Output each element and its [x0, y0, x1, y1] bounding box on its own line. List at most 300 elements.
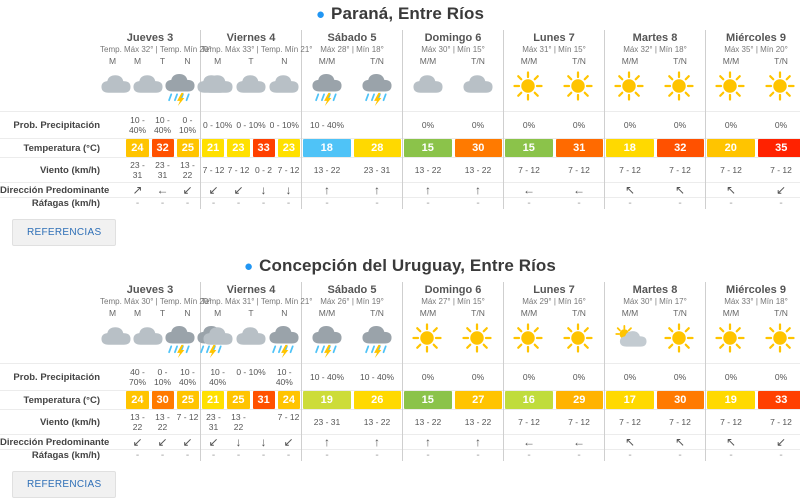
- slot-label: M/M: [504, 56, 554, 67]
- day-column-header: [403, 30, 504, 56]
- icon-row: [0, 67, 800, 112]
- wind-value: 7 - 12: [706, 163, 756, 177]
- wind-value: 23 - 31: [150, 158, 175, 182]
- gust-value: -: [352, 198, 402, 209]
- weather-icon-cloud: [202, 323, 234, 363]
- slot-label: T/N: [554, 308, 604, 319]
- wind-direction-arrow-icon: [100, 183, 125, 197]
- wind-value: 13 - 22: [150, 410, 175, 434]
- precip-value: 0%: [706, 117, 756, 133]
- forecast-panel: [0, 252, 800, 504]
- temperature-value: 32: [152, 139, 174, 157]
- precip-value: [100, 112, 125, 138]
- wind-value: 7 - 12: [226, 163, 251, 177]
- day-name: Miércoles 9: [706, 30, 800, 45]
- gust-value: -: [403, 450, 453, 461]
- precip-value: [352, 117, 402, 133]
- precip-value: 0%: [453, 117, 503, 133]
- wind-direction-arrow-icon: ↑: [403, 435, 453, 449]
- gust-value: -: [352, 450, 402, 461]
- wind-direction-arrow-icon: ←: [504, 183, 554, 197]
- references-button[interactable]: REFERENCIAS: [12, 219, 116, 246]
- precip-value: 0%: [403, 369, 453, 385]
- wind-direction-arrow-icon: ↙: [175, 435, 200, 449]
- day-temp-summary: Máx 28° | Mín 18°: [302, 45, 402, 56]
- day-temp-summary: Máx 33° | Mín 18°: [706, 297, 800, 308]
- weather-icon-sun: [462, 323, 494, 363]
- gust-value: -: [226, 450, 251, 461]
- weather-icon-sun: [715, 71, 747, 111]
- wind-value: 0 - 2: [251, 163, 276, 177]
- wind-direction-arrow-icon: ↑: [302, 183, 352, 197]
- precip-value: 0%: [403, 117, 453, 133]
- weather-icon-sun: [513, 71, 545, 111]
- page-title: Concepción del Uruguay, Entre Ríos: [259, 256, 556, 276]
- temperature-value: 25: [227, 391, 249, 409]
- gust-value: -: [504, 450, 554, 461]
- temperature-value: 24: [126, 139, 148, 157]
- row-label-temperature: Temperatura (°C): [0, 139, 100, 158]
- slot-label: T/N: [655, 56, 705, 67]
- wind-direction-arrow-icon: ↑: [352, 183, 402, 197]
- day-name: Viernes 4: [201, 282, 301, 297]
- location-pin-icon: ●: [316, 7, 325, 22]
- gust-row: [0, 198, 800, 210]
- wind-value: 7 - 12: [756, 163, 800, 177]
- wind-value: 13 - 22: [403, 163, 453, 177]
- wind-value: 7 - 12: [655, 163, 705, 177]
- wind-direction-arrow-icon: ↑: [403, 183, 453, 197]
- temperature-row: [0, 139, 800, 158]
- day-column-header: [201, 282, 302, 308]
- precip-value: 10 - 40%: [150, 112, 175, 138]
- day-name: Lunes 7: [504, 282, 604, 297]
- wind-direction-arrow-icon: ↓: [276, 183, 301, 197]
- wind-direction-arrow-icon: ↑: [352, 435, 402, 449]
- precip-value: 0%: [605, 369, 655, 385]
- day-name: Viernes 4: [201, 30, 301, 45]
- gust-value: -: [276, 198, 301, 209]
- wind-value: 23 - 31: [352, 163, 402, 177]
- row-label-temperature: Temperatura (°C): [0, 391, 100, 410]
- slot-row: [0, 308, 800, 319]
- day-column-header: [100, 282, 201, 308]
- weather-icon-cloud: [100, 71, 132, 111]
- slot-label: T: [234, 56, 267, 67]
- temperature-value: 24: [278, 391, 300, 409]
- temperature-value: 15: [404, 391, 452, 409]
- wind-direction-arrow-icon: ←: [150, 183, 175, 197]
- weather-icon-sun: [765, 323, 797, 363]
- wind-value: [100, 158, 125, 182]
- slot-label: T: [234, 308, 267, 319]
- slot-label: M/M: [605, 56, 655, 67]
- day-temp-summary: Máx 35° | Mín 20°: [706, 45, 800, 56]
- wind-value: 13 - 22: [352, 415, 402, 429]
- wind-direction-arrow-icon: ↙: [226, 183, 251, 197]
- day-column-header: [504, 30, 605, 56]
- weather-icon-sun: [513, 323, 545, 363]
- wind-value: 7 - 12: [201, 163, 226, 177]
- weather-icon-cloud: [202, 71, 234, 111]
- day-name: Domingo 6: [403, 30, 503, 45]
- weather-icon-cloud: [100, 323, 132, 363]
- precip-value: 10 - 40%: [268, 364, 301, 390]
- wind-value: 13 - 22: [302, 163, 352, 177]
- weather-icon-sun: [664, 71, 696, 111]
- day-temp-summary: Temp. Máx 32° | Temp. Mín 20°: [100, 45, 200, 56]
- weather-icon-sun: [765, 71, 797, 111]
- wind-direction-arrow-icon: ↙: [125, 435, 150, 449]
- wind-direction-arrow-icon: ←: [554, 183, 604, 197]
- row-label-precipitation: Prob. Precipitación: [0, 112, 100, 139]
- wind-row: [0, 410, 800, 435]
- gust-value: -: [125, 450, 150, 461]
- temperature-value: 15: [404, 139, 452, 157]
- slot-label: T/N: [453, 308, 503, 319]
- wind-direction-arrow-icon: ↖: [655, 435, 705, 449]
- temperature-value: 21: [202, 391, 224, 409]
- slot-label: T/N: [756, 56, 800, 67]
- slot-label: M/M: [504, 308, 554, 319]
- temperature-value: 30: [455, 139, 503, 157]
- weather-icon-sun: [563, 71, 595, 111]
- wind-direction-arrow-icon: ↖: [605, 435, 655, 449]
- gust-value: -: [756, 450, 800, 461]
- gust-value: -: [251, 450, 276, 461]
- temperature-value: 25: [177, 139, 199, 157]
- weather-icon-storm: [164, 323, 196, 363]
- temperature-value: 29: [556, 391, 604, 409]
- wind-value: 13 - 22: [125, 410, 150, 434]
- page-title: Paraná, Entre Ríos: [331, 4, 484, 24]
- day-temp-summary: Máx 32° | Mín 18°: [605, 45, 705, 56]
- day-name: Martes 8: [605, 30, 705, 45]
- precip-value: 0 - 10%: [234, 117, 267, 133]
- day-temp-summary: Máx 29° | Mín 16°: [504, 297, 604, 308]
- wind-direction-arrow-icon: ←: [504, 435, 554, 449]
- gust-value: -: [175, 450, 200, 461]
- day-temp-summary: Máx 30° | Mín 17°: [605, 297, 705, 308]
- slot-label: T: [150, 308, 175, 319]
- temperature-value: 16: [505, 391, 553, 409]
- precip-value: 0 - 10%: [201, 117, 234, 133]
- day-column-header: [605, 30, 706, 56]
- slot-label: M: [125, 56, 150, 67]
- gust-value: -: [226, 198, 251, 209]
- temperature-value: 30: [657, 391, 705, 409]
- precip-value: 0%: [453, 369, 503, 385]
- temperature-value: 17: [606, 391, 654, 409]
- slot-label: T/N: [554, 56, 604, 67]
- day-column-header: [100, 30, 201, 56]
- precip-value: 0%: [756, 369, 800, 385]
- temperature-value: 35: [758, 139, 800, 157]
- references-button[interactable]: REFERENCIAS: [12, 471, 116, 498]
- weather-icon-storm: [311, 71, 343, 111]
- wind-direction-arrow-icon: ↑: [453, 435, 503, 449]
- wind-value: [251, 410, 276, 434]
- gust-value: -: [276, 450, 301, 461]
- weather-icon-sun: [614, 71, 646, 111]
- weather-icon-storm: [268, 323, 300, 363]
- weather-icon-storm: [361, 323, 393, 363]
- slot-label: N: [268, 56, 301, 67]
- temperature-value: 31: [556, 139, 604, 157]
- wind-value: 7 - 12: [605, 415, 655, 429]
- wind-value: 7 - 12: [554, 415, 604, 429]
- wind-direction-arrow-icon: ↙: [201, 183, 226, 197]
- slot-label: M: [125, 308, 150, 319]
- wind-direction-arrow-icon: ↗: [125, 183, 150, 197]
- precip-value: 0%: [756, 117, 800, 133]
- temperature-value: 23: [227, 139, 249, 157]
- temperature-value: [101, 139, 123, 157]
- precip-value: 0%: [655, 369, 705, 385]
- row-label-direction: Dirección Predominante: [0, 435, 100, 450]
- gust-value: [100, 450, 125, 461]
- precip-row: [0, 112, 800, 139]
- precip-value: 0 - 10%: [175, 112, 200, 138]
- weather-icon-storm: [311, 323, 343, 363]
- precip-value: 10 - 40%: [302, 369, 352, 385]
- gust-value: -: [403, 198, 453, 209]
- temperature-value: 32: [657, 139, 705, 157]
- wind-direction-arrow-icon: ↖: [706, 183, 756, 197]
- day-header-row: [0, 30, 800, 56]
- forecast-table: [0, 282, 800, 461]
- day-name: Sábado 5: [302, 30, 402, 45]
- wind-value: 23 - 31: [125, 158, 150, 182]
- wind-value: 13 - 22: [175, 158, 200, 182]
- temperature-value: 23: [278, 139, 300, 157]
- weather-icon-storm: [164, 71, 196, 111]
- day-column-header: [302, 282, 403, 308]
- day-column-header: [504, 282, 605, 308]
- weather-icon-cloud: [235, 71, 267, 111]
- row-label-precipitation: Prob. Precipitación: [0, 364, 100, 391]
- slot-label: T/N: [655, 308, 705, 319]
- slot-label: T/N: [756, 308, 800, 319]
- temperature-value: 18: [606, 139, 654, 157]
- slot-label: M/M: [403, 308, 453, 319]
- slot-label: M: [100, 56, 125, 67]
- weather-icon-storm: [361, 71, 393, 111]
- day-column-header: [201, 30, 302, 56]
- gust-value: -: [554, 450, 604, 461]
- day-header-row: [0, 282, 800, 308]
- wind-direction-arrow-icon: ↓: [251, 183, 276, 197]
- direction-row: [0, 435, 800, 450]
- day-name: Sábado 5: [302, 282, 402, 297]
- temperature-value: 25: [177, 391, 199, 409]
- temperature-value: 19: [303, 391, 351, 409]
- slot-label: M/M: [302, 308, 352, 319]
- slot-label: M/M: [706, 56, 756, 67]
- slot-label: N: [175, 56, 200, 67]
- wind-value: 7 - 12: [504, 415, 554, 429]
- precip-value: 0%: [554, 117, 604, 133]
- gust-value: -: [302, 198, 352, 209]
- wind-direction-arrow-icon: ↙: [150, 435, 175, 449]
- weather-icon-suncloud: [614, 323, 646, 363]
- day-name: Domingo 6: [403, 282, 503, 297]
- slot-label: M: [100, 308, 125, 319]
- wind-direction-arrow-icon: ↖: [605, 183, 655, 197]
- precip-value: 0%: [706, 369, 756, 385]
- row-label-wind: Viento (km/h): [0, 158, 100, 183]
- day-column-header: [706, 282, 800, 308]
- slot-label: T/N: [352, 308, 402, 319]
- temperature-value: 31: [253, 391, 275, 409]
- slot-label: N: [175, 308, 200, 319]
- wind-direction-arrow-icon: ↙: [175, 183, 200, 197]
- wind-value: 7 - 12: [175, 410, 200, 434]
- row-label-gusts: Ráfagas (km/h): [0, 198, 100, 210]
- precip-row: [0, 364, 800, 391]
- wind-value: 7 - 12: [276, 410, 301, 434]
- gust-value: -: [554, 198, 604, 209]
- panel-title-row: [0, 252, 800, 282]
- direction-row: [0, 183, 800, 198]
- precip-value: 10 - 40%: [352, 369, 402, 385]
- day-temp-summary: Máx 26° | Mín 19°: [302, 297, 402, 308]
- temperature-value: 18: [303, 139, 351, 157]
- wind-value: 7 - 12: [706, 415, 756, 429]
- wind-value: [100, 410, 125, 434]
- precip-value: 40 - 70%: [125, 364, 150, 390]
- day-name: Jueves 3: [100, 30, 200, 45]
- day-name: Miércoles 9: [706, 282, 800, 297]
- temperature-value: [101, 391, 123, 409]
- slot-label: T: [150, 56, 175, 67]
- precip-value: 0 - 10%: [150, 364, 175, 390]
- day-name: Lunes 7: [504, 30, 604, 45]
- weather-icon-sun: [412, 323, 444, 363]
- day-name: Jueves 3: [100, 282, 200, 297]
- wind-value: 13 - 22: [453, 163, 503, 177]
- precip-value: 0 - 10%: [268, 117, 301, 133]
- location-pin-icon: ●: [244, 259, 253, 274]
- wind-direction-arrow-icon: ↑: [302, 435, 352, 449]
- slot-label: M/M: [605, 308, 655, 319]
- wind-value: 7 - 12: [276, 163, 301, 177]
- gust-value: -: [125, 198, 150, 209]
- wind-value: 23 - 31: [302, 415, 352, 429]
- temperature-value: 21: [202, 139, 224, 157]
- precip-value: 0%: [554, 369, 604, 385]
- day-column-header: [403, 282, 504, 308]
- weather-icon-cloud: [132, 323, 164, 363]
- day-temp-summary: Temp. Máx 30° | Temp. Mín 20°: [100, 297, 200, 308]
- precip-value: [100, 364, 125, 390]
- forecast-table: [0, 30, 800, 209]
- wind-direction-arrow-icon: ←: [554, 435, 604, 449]
- row-label-gusts: Ráfagas (km/h): [0, 450, 100, 462]
- slot-label: T/N: [352, 56, 402, 67]
- wind-value: 7 - 12: [554, 163, 604, 177]
- gust-value: -: [251, 198, 276, 209]
- temperature-value: 20: [707, 139, 755, 157]
- gust-value: -: [605, 198, 655, 209]
- gust-row: [0, 450, 800, 462]
- temperature-value: 30: [152, 391, 174, 409]
- day-temp-summary: Máx 31° | Mín 15°: [504, 45, 604, 56]
- wind-direction-arrow-icon: ↙: [201, 435, 226, 449]
- wind-direction-arrow-icon: ↓: [251, 435, 276, 449]
- wind-value: 13 - 22: [453, 415, 503, 429]
- weather-icon-cloud: [132, 71, 164, 111]
- slot-label: M/M: [706, 308, 756, 319]
- gust-value: -: [706, 450, 756, 461]
- precip-value: 10 - 40%: [175, 364, 200, 390]
- wind-direction-arrow-icon: ↑: [453, 183, 503, 197]
- slot-label: M/M: [302, 56, 352, 67]
- weather-icon-cloud: [412, 71, 444, 111]
- temperature-row: [0, 391, 800, 410]
- day-name: Martes 8: [605, 282, 705, 297]
- gust-value: -: [655, 198, 705, 209]
- precip-value: 0 - 10%: [234, 364, 267, 390]
- precip-value: 0%: [655, 117, 705, 133]
- gust-value: -: [756, 198, 800, 209]
- wind-row: [0, 158, 800, 183]
- precip-value: 0%: [504, 117, 554, 133]
- gust-value: -: [504, 198, 554, 209]
- gust-value: -: [175, 198, 200, 209]
- gust-value: -: [453, 450, 503, 461]
- slot-label: M/M: [403, 56, 453, 67]
- precip-value: 10 - 40%: [125, 112, 150, 138]
- temperature-value: 19: [707, 391, 755, 409]
- precip-value: 10 - 40%: [302, 117, 352, 133]
- wind-value: 7 - 12: [655, 415, 705, 429]
- day-column-header: [706, 30, 800, 56]
- day-temp-summary: Temp. Máx 33° | Temp. Mín 21°: [201, 45, 301, 56]
- slot-row: [0, 56, 800, 67]
- wind-direction-arrow-icon: ↙: [276, 435, 301, 449]
- temperature-value: 24: [126, 391, 148, 409]
- temperature-value: 28: [354, 139, 402, 157]
- panel-title-row: [0, 0, 800, 30]
- wind-value: 7 - 12: [504, 163, 554, 177]
- wind-value: 23 - 31: [201, 410, 226, 434]
- temperature-value: 26: [354, 391, 402, 409]
- wind-value: 7 - 12: [756, 415, 800, 429]
- day-temp-summary: Temp. Máx 31° | Temp. Mín 21°: [201, 297, 301, 308]
- wind-value: 13 - 22: [403, 415, 453, 429]
- wind-direction-arrow-icon: [100, 435, 125, 449]
- gust-value: -: [201, 198, 226, 209]
- gust-value: -: [302, 450, 352, 461]
- gust-value: -: [655, 450, 705, 461]
- gust-value: [100, 198, 125, 209]
- temperature-value: 33: [253, 139, 275, 157]
- gust-value: -: [706, 198, 756, 209]
- day-column-header: [302, 30, 403, 56]
- weather-icon-sun: [563, 323, 595, 363]
- precip-value: 10 - 40%: [201, 364, 234, 390]
- slot-label: N: [268, 308, 301, 319]
- day-column-header: [605, 282, 706, 308]
- temperature-value: 33: [758, 391, 800, 409]
- precip-value: 0%: [605, 117, 655, 133]
- wind-value: 13 - 22: [226, 410, 251, 434]
- wind-value: 7 - 12: [605, 163, 655, 177]
- row-label-direction: Dirección Predominante: [0, 183, 100, 198]
- weather-icon-sun: [664, 323, 696, 363]
- temperature-value: 27: [455, 391, 503, 409]
